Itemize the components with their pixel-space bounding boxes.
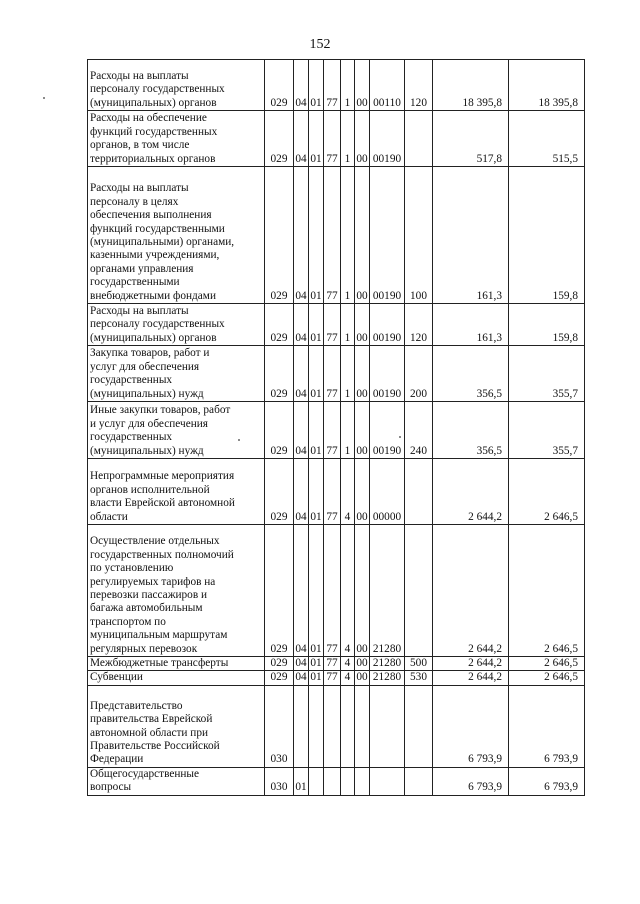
item-name-line: Иные закупки товаров, работ <box>90 404 231 417</box>
item-name-line: функций государственными <box>90 222 225 235</box>
ved-cell: 029 <box>265 459 294 525</box>
table-row <box>88 767 585 795</box>
target-subprogram-cell <box>341 685 355 767</box>
item-name-line: Непрограммные мероприятия <box>90 470 235 483</box>
expense-type-cell: 120 <box>405 60 433 111</box>
item-name-line: государственных полномочий <box>90 548 234 561</box>
table-row <box>88 685 585 767</box>
subsection-cell: 01 <box>309 346 324 402</box>
item-name-cell <box>88 525 265 657</box>
target-subprogram-cell: 1 <box>341 346 355 402</box>
section-cell: 04 <box>294 459 309 525</box>
table-row <box>88 167 585 304</box>
item-name-line: по установлению <box>90 562 174 575</box>
page-number: 152 <box>309 37 331 52</box>
target-direction-cell: 21280 <box>370 671 405 685</box>
item-name-line: (муниципальных) нужд <box>90 444 204 457</box>
ved-cell: 030 <box>265 767 294 795</box>
item-name-line: государственных <box>90 374 173 387</box>
item-name-line: Осуществление отдельных <box>90 535 220 548</box>
budget-table <box>87 59 585 796</box>
ved-cell: 029 <box>265 657 294 671</box>
section-cell: 04 <box>295 671 307 684</box>
target-program-cell: 77 <box>324 402 341 459</box>
amount-year2-cell: 2 646,5 <box>509 671 585 685</box>
item-name-line: (муниципальными) органами, <box>90 235 235 248</box>
amount-year1-cell: 356,5 <box>433 346 509 402</box>
target-direction-cell: 00190 <box>370 346 405 402</box>
subsection-cell: 01 <box>309 60 324 111</box>
amount-year1-cell: 6 793,9 <box>433 685 509 767</box>
item-name-cell <box>88 671 265 685</box>
item-name-cell <box>88 111 265 167</box>
amount-year1-cell: 18 395,8 <box>433 60 509 111</box>
table-row <box>88 60 585 111</box>
table-row <box>88 346 585 402</box>
item-name-cell <box>88 167 265 304</box>
target-subprogram-cell: 1 <box>341 402 355 459</box>
item-name-line: Субвенции <box>90 671 143 684</box>
target-direction-cell: 21280 <box>370 525 405 657</box>
expense-type-cell <box>405 767 433 795</box>
expense-type-cell <box>405 685 433 767</box>
item-name-line: территориальных органов <box>90 152 216 165</box>
target-group-cell: 00 <box>355 304 370 346</box>
target-subprogram-cell: 4 <box>341 525 355 657</box>
item-name-line: казенными учреждениями, <box>90 249 220 262</box>
item-name-line: транспортом по <box>90 615 166 628</box>
amount-year1-cell: 161,3 <box>433 167 509 304</box>
subsection-cell <box>309 767 324 795</box>
scan-speck <box>43 97 45 99</box>
item-name-line: Межбюджетные трансферты <box>90 657 229 669</box>
table-row <box>88 459 585 525</box>
item-name-cell <box>88 60 265 111</box>
target-group-cell: 00 <box>355 346 370 402</box>
target-program-cell: 77 <box>324 671 341 685</box>
target-direction-cell <box>370 767 405 795</box>
target-direction-cell: 00190 <box>370 111 405 167</box>
item-name-line: власти Еврейской автономной <box>90 497 235 510</box>
item-name-line: услуг для обеспечения <box>90 360 200 373</box>
target-program-cell: 77 <box>324 346 341 402</box>
item-name-line: Федерации <box>90 753 144 766</box>
target-program-cell: 77 <box>324 111 341 167</box>
item-name-line: автономной области при <box>90 726 209 739</box>
section-cell: 04 <box>294 111 309 167</box>
amount-year1-cell: 161,3 <box>433 304 509 346</box>
item-name-line: персоналу государственных <box>90 83 225 96</box>
target-program-cell: 77 <box>324 167 341 304</box>
item-name-line: области <box>90 510 128 523</box>
table-row <box>88 304 585 346</box>
amount-year2-cell: 2 646,5 <box>509 459 585 525</box>
target-group-cell: 00 <box>355 60 370 111</box>
item-name-line: регулируемых тарифов на <box>90 575 216 588</box>
table-row <box>88 525 585 657</box>
item-name-line: Расходы на обеспечение <box>90 112 207 125</box>
amount-year2-cell: 355,7 <box>509 402 585 459</box>
ved-cell: 029 <box>265 671 294 685</box>
target-direction-cell: 00000 <box>370 459 405 525</box>
ved-cell: 029 <box>265 111 294 167</box>
expense-type-cell <box>405 525 433 657</box>
table-row <box>88 657 585 671</box>
item-name-line: органами управления <box>90 262 194 275</box>
amount-year2-cell: 2 646,5 <box>509 525 585 657</box>
item-name-cell <box>88 402 265 459</box>
item-name-line: перевозки пассажиров и <box>90 588 208 601</box>
item-name-line: (муниципальных) органов <box>90 331 217 344</box>
expense-type-cell: 240 <box>405 402 433 459</box>
expense-type-cell: 100 <box>405 167 433 304</box>
item-name-line: внебюджетными фондами <box>90 289 216 302</box>
amount-year1-cell: 6 793,9 <box>433 767 509 795</box>
section-cell: 04 <box>294 167 309 304</box>
subsection-cell: 01 <box>309 525 324 657</box>
target-program-cell <box>324 767 341 795</box>
scan-speck <box>399 436 401 438</box>
item-name-line: органов, в том числе <box>90 139 190 152</box>
subsection-cell: 01 <box>309 459 324 525</box>
ved-cell: 029 <box>265 346 294 402</box>
item-name-line: регулярных перевозок <box>90 642 198 655</box>
item-name-line: муниципальным маршрутам <box>90 629 228 642</box>
item-name-line: персоналу государственных <box>90 318 225 331</box>
amount-year2-cell: 159,8 <box>509 167 585 304</box>
target-group-cell: 00 <box>355 167 370 304</box>
item-name-line: Правительстве Российской <box>90 740 220 752</box>
target-subprogram-cell <box>341 767 355 795</box>
item-name-cell <box>88 657 265 671</box>
expense-type-cell <box>405 111 433 167</box>
amount-year2-cell: 6 793,9 <box>509 685 585 767</box>
subsection-cell: 01 <box>309 304 324 346</box>
target-program-cell: 77 <box>324 525 341 657</box>
target-program-cell: 77 <box>324 304 341 346</box>
item-name-line: государственных <box>90 431 173 444</box>
item-name-cell <box>88 685 265 767</box>
ved-cell: 029 <box>265 402 294 459</box>
section-cell: 01 <box>294 767 309 795</box>
table-row <box>88 671 585 685</box>
item-name-line: и услуг для обеспечения <box>90 417 208 430</box>
amount-year1-cell: 2 644,2 <box>433 657 509 671</box>
amount-year2-cell: 355,7 <box>509 346 585 402</box>
target-program-cell: 77 <box>324 657 341 671</box>
amount-year1-cell: 517,8 <box>433 111 509 167</box>
subsection-cell: 01 <box>309 167 324 304</box>
target-program-cell: 77 <box>324 60 341 111</box>
target-subprogram-cell: 1 <box>341 167 355 304</box>
item-name-cell <box>88 459 265 525</box>
section-cell: 04 <box>294 525 309 657</box>
item-name-line: персоналу в целях <box>90 195 179 208</box>
target-direction-cell: 00190 <box>370 167 405 304</box>
amount-year2-cell: 2 646,5 <box>509 657 585 671</box>
item-name-line: Расходы на выплаты <box>90 304 189 317</box>
target-direction-cell <box>370 685 405 767</box>
item-name-line: вопросы <box>90 781 132 794</box>
section-cell <box>294 685 309 767</box>
section-cell: 04 <box>294 304 309 346</box>
target-direction-cell: 00190 <box>370 402 405 459</box>
table-row <box>88 111 585 167</box>
item-name-line: (муниципальных) органов <box>90 96 217 109</box>
item-name-line: функций государственных <box>90 125 218 138</box>
table-row <box>88 402 585 459</box>
target-group-cell <box>355 767 370 795</box>
item-name-line: Закупка товаров, работ и <box>90 347 210 360</box>
target-group-cell <box>355 685 370 767</box>
item-name-cell <box>88 346 265 402</box>
target-subprogram-cell: 4 <box>341 657 355 671</box>
amount-year1-cell: 2 644,2 <box>433 671 509 685</box>
item-name-line: правительства Еврейской <box>90 713 213 726</box>
section-cell: 04 <box>294 402 309 459</box>
amount-year1-cell: 2 644,2 <box>433 459 509 525</box>
section-cell: 04 <box>295 657 307 669</box>
target-direction-cell: 00110 <box>370 60 405 111</box>
expense-type-cell: 120 <box>405 304 433 346</box>
amount-year2-cell: 6 793,9 <box>509 767 585 795</box>
amount-year1-cell: 356,5 <box>433 402 509 459</box>
ved-cell: 029 <box>265 304 294 346</box>
subsection-cell: 01 <box>309 402 324 459</box>
item-name-line: государственными <box>90 276 180 289</box>
table-body <box>88 60 585 796</box>
target-subprogram-cell: 4 <box>341 459 355 525</box>
amount-year2-cell: 159,8 <box>509 304 585 346</box>
target-program-cell: 77 <box>324 459 341 525</box>
ved-cell: 029 <box>265 525 294 657</box>
amount-year2-cell: 18 395,8 <box>509 60 585 111</box>
section-cell: 04 <box>294 60 309 111</box>
target-subprogram-cell: 1 <box>341 60 355 111</box>
item-name-line: Расходы на выплаты <box>90 182 189 195</box>
target-group-cell: 00 <box>355 402 370 459</box>
item-name-line: Расходы на выплаты <box>90 69 189 82</box>
target-group-cell: 00 <box>355 459 370 525</box>
target-group-cell: 00 <box>356 657 368 669</box>
expense-type-cell <box>405 459 433 525</box>
item-name-line: (муниципальных) нужд <box>90 387 204 400</box>
item-name-cell <box>88 304 265 346</box>
subsection-cell <box>309 685 324 767</box>
expense-type-cell: 200 <box>405 346 433 402</box>
target-group-cell: 00 <box>355 111 370 167</box>
ved-cell: 029 <box>265 60 294 111</box>
target-subprogram-cell: 1 <box>341 111 355 167</box>
ved-cell: 030 <box>265 685 294 767</box>
scan-speck <box>238 439 240 441</box>
target-program-cell <box>324 685 341 767</box>
item-name-cell <box>88 767 265 795</box>
target-direction-cell: 00190 <box>370 304 405 346</box>
amount-year2-cell: 515,5 <box>509 111 585 167</box>
item-name-line: багажа автомобильным <box>90 602 203 615</box>
target-group-cell: 00 <box>355 525 370 657</box>
expense-type-cell: 500 <box>405 657 433 671</box>
target-subprogram-cell: 4 <box>341 671 355 685</box>
expense-type-cell: 530 <box>405 671 433 685</box>
subsection-cell: 01 <box>310 671 322 684</box>
ved-cell: 029 <box>265 167 294 304</box>
target-direction-cell: 21280 <box>370 657 405 671</box>
target-subprogram-cell: 1 <box>341 304 355 346</box>
item-name-line: Общегосударственные <box>90 768 200 780</box>
item-name-line: органов исполнительной <box>90 483 210 496</box>
section-cell: 04 <box>294 346 309 402</box>
target-group-cell: 00 <box>356 671 368 684</box>
item-name-line: обеспечения выполнения <box>90 209 212 222</box>
amount-year1-cell: 2 644,2 <box>433 525 509 657</box>
subsection-cell: 01 <box>309 111 324 167</box>
subsection-cell: 01 <box>310 657 322 669</box>
item-name-line: Представительство <box>90 699 183 712</box>
